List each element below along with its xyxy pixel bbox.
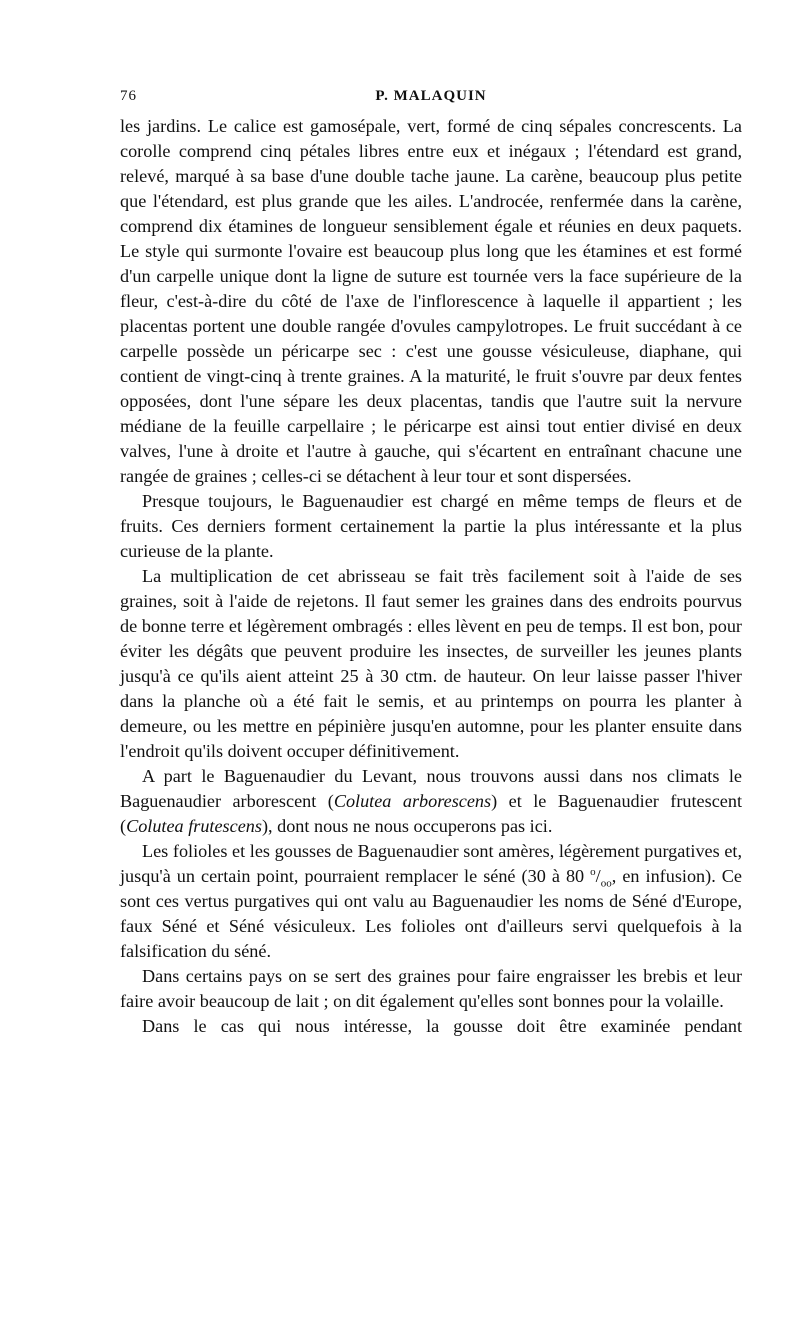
paragraph-medicinal-use: Les folioles et les gousses de Baguenaudier sont amères, légèrement purgatives et, jusqu'à un certain point, pourraient remplacer le séné (30 à 80 $^o/_{oo}$, en infusion). Ce sont ces vertus purgatives qui ont valu au Baguenaudier les noms de Séné d'Europe, faux Séné et Séné vésiculeux. Les folioles ont d'ailleurs servi quelquefois à la falsification du séné. (120, 841, 742, 961)
author-header: P. MALAQUIN (375, 88, 487, 104)
running-head (120, 84, 742, 114)
book-page (120, 84, 742, 1039)
paragraph-flowers-and-fruits: Presque toujours, le Baguenaudier est chargé en même temps de fleurs et de fruits. Ces derniers forment certainement la partie la plus intéressante et la plus curieuse de la plante. (120, 491, 742, 561)
latin-name-frutescens: Colutea frutescens (126, 816, 262, 836)
body-text (120, 114, 742, 1039)
latin-name-arborescens: Colutea arborescens (333, 791, 492, 811)
paragraph-flower-fruit-description: les jardins. Le calice est gamosépale, vert, formé de cinq sépales concrescents. La corolle comprend cinq pétales libres entre eux et inégaux ; l'étendard est grand, relevé, marqué à sa base d'une double tache jaune. La carène, beaucoup plus petite que l'étendard, est plus grande que les ailes. L'androcée, renfermée dans la carène, comprend dix étamines de longueur sensiblement égale et réunies en deux paquets. Le style qui surmonte l'ovaire est beaucoup plus long que les étamines et est formé d'un carpelle unique dont la ligne de suture est tournée vers la face supérieure de la fleur, c'est-à-dire du côté de l'axe de l'inflorescence à laquelle il appartient ; les placentas portent une double rangée d'ovules campylotropes. Le fruit succédant à ce carpelle possède un péricarpe sec : c'est une gousse vésiculeuse, diaphane, qui contient de vingt-cinq à trente graines. A la maturité, le fruit s'ouvre par deux fentes opposées, dont l'une sépare les deux placentas, tandis que l'autre suit la nervure médiane de la feuille carpellaire ; le péricarpe est ainsi tout entier divisé en deux valves, l'une à droite et l'autre à gauche, qui s'écartent en entraînant chacune une rangée de graines ; celles-ci se détachent à leur tour et sont dispersées. (120, 116, 742, 486)
paragraph-pod-examination: Dans le cas qui nous intéresse, la gousse doit être examinée pendant (142, 1016, 742, 1036)
paragraph-seed-use: Dans certains pays on se sert des graines pour faire engraisser les brebis et leur faire avoir beaucoup de lait ; on dit également qu'elles sont bonnes pour la volaille. (120, 966, 742, 1011)
page-number: 76 (120, 88, 137, 104)
paragraph-other-species: A part le Baguenaudier du Levant, nous trouvons aussi dans nos climats le Baguenaudier arborescent (Colutea arborescens) et le Baguenaudier frutescent (Colutea frutescens), dont nous ne nous occuperons pas ici. (120, 766, 742, 836)
paragraph-multiplication: La multiplication de cet abrisseau se fait très facilement soit à l'aide de ses graines, soit à l'aide de rejetons. Il faut semer les graines dans des endroits pourvus de bonne terre et légèrement ombragés : elles lèvent en peu de temps. Il est bon, pour éviter les dégâts que peuvent produire les insectes, de surveiller les jeunes plants jusqu'à ce qu'ils aient atteint 25 à 30 ctm. de hauteur. On leur laisse passer l'hiver dans la planche où a été fait le semis, et au printemps on pourra les planter à demeure, ou les mettre en pépinière jusqu'en automne, pour les planter ensuite dans l'endroit qu'ils doivent occuper définitivement. (120, 566, 742, 761)
